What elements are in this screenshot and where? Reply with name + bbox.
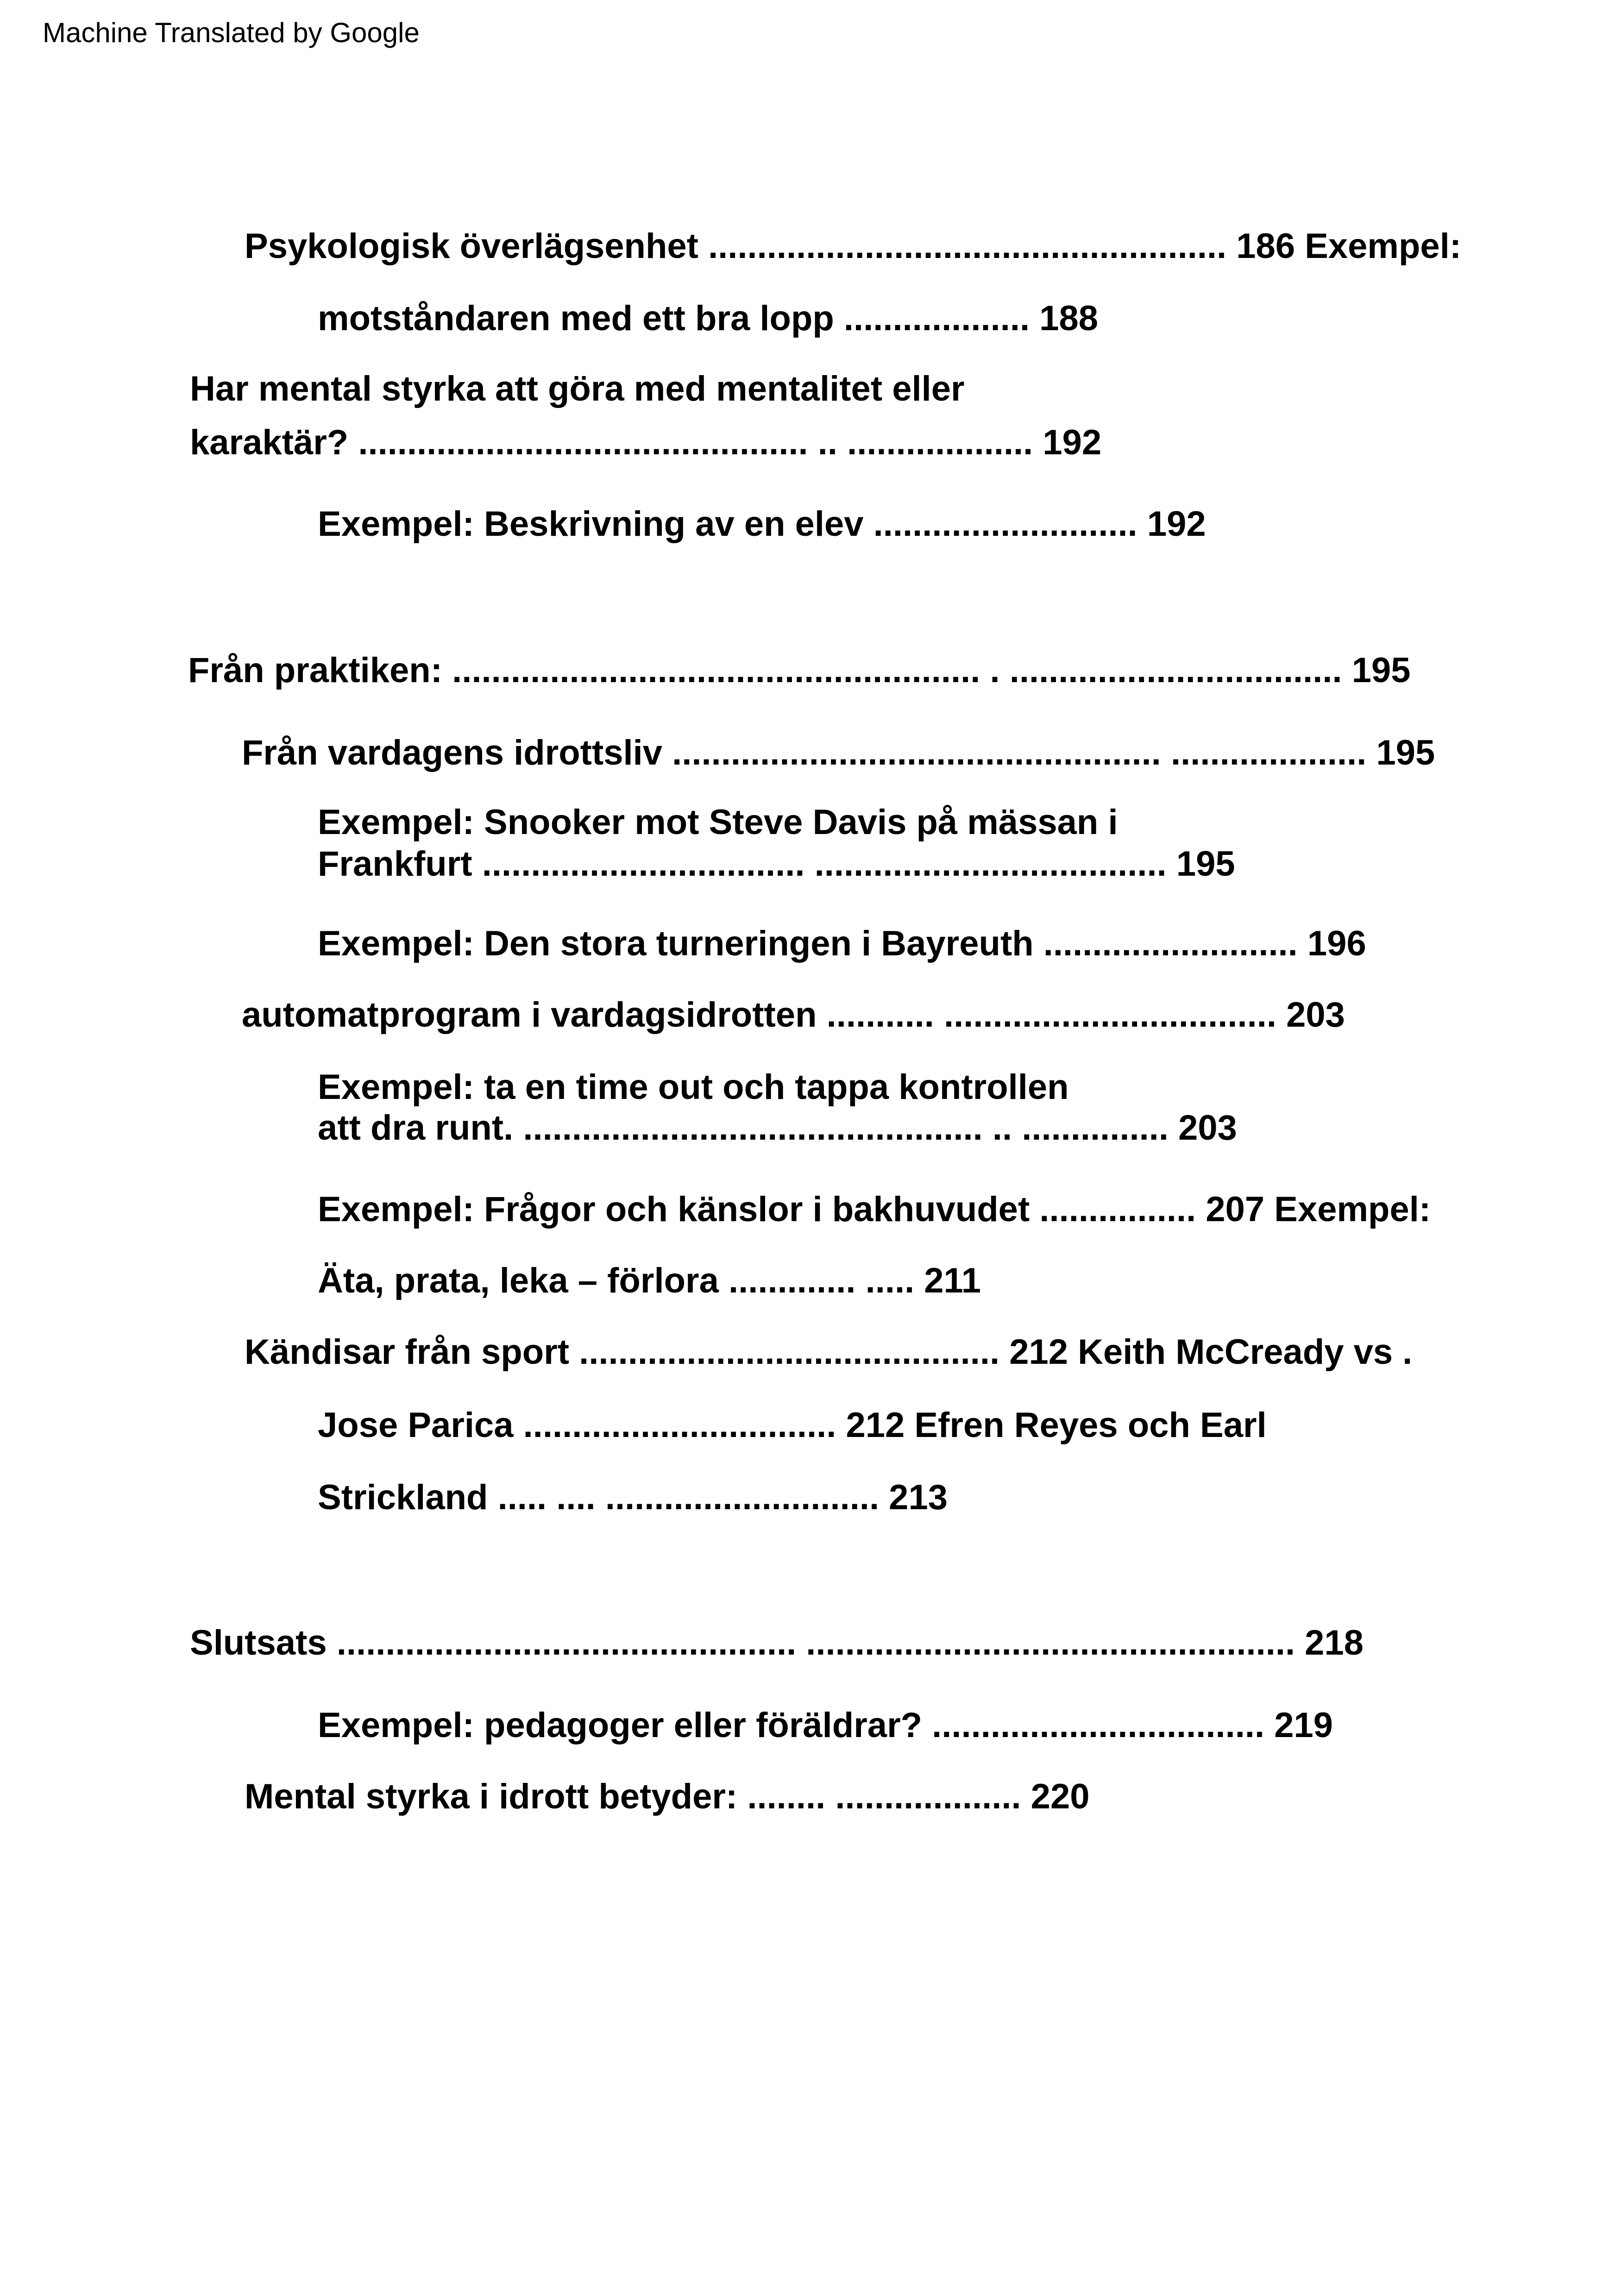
toc-entry: Frankfurt ................................. .................................... 195 xyxy=(318,844,1235,884)
toc-entry: Har mental styrka att göra med mentalitet eller xyxy=(190,369,965,408)
translation-note: Machine Translated by Google xyxy=(43,17,420,48)
toc-entry: Kändisar från sport ........................................... 212 Keith McCready vs . xyxy=(245,1332,1413,1372)
toc-entry: Psykologisk överlägsenhet ..................................................... 186 Exempel: xyxy=(245,226,1462,266)
toc-entry: Exempel: Snooker mot Steve Davis på mässan i xyxy=(318,803,1118,842)
toc-entry: Exempel: Beskrivning av en elev ........................... 192 xyxy=(318,504,1206,544)
toc-entry: motståndaren med ett bra lopp ................... 188 xyxy=(318,299,1099,338)
toc-entry: Exempel: Den stora turneringen i Bayreuth .......................... 196 xyxy=(318,924,1366,963)
toc-entry: Slutsats ............................................... .................................................. 218 xyxy=(190,1623,1363,1662)
toc-entry: att dra runt. ............................................... .. ............... 203 xyxy=(318,1108,1237,1148)
toc-entry: Exempel: ta en time out och tappa kontrollen xyxy=(318,1067,1069,1107)
toc-entry: Mental styrka i idrott betyder: ........ ................... 220 xyxy=(245,1777,1090,1816)
toc-entry: Från vardagens idrottsliv .................................................. .................... 195 xyxy=(242,733,1435,772)
toc-entry: Strickland ..... .... ............................ 213 xyxy=(318,1478,948,1517)
toc-entry: Jose Parica ................................ 212 Efren Reyes och Earl xyxy=(318,1405,1267,1445)
toc-entry: Äta, prata, leka – förlora ............. ..... 211 xyxy=(318,1261,981,1300)
toc-entry: Från praktiken: ...................................................... . .................................. 195 xyxy=(188,651,1411,690)
toc-entry: automatprogram i vardagsidrotten ........... .................................. 203 xyxy=(242,995,1345,1035)
toc-entry: Exempel: Frågor och känslor i bakhuvudet ................ 207 Exempel: xyxy=(318,1190,1431,1229)
toc-entry: Exempel: pedagoger eller föräldrar? .................................. 219 xyxy=(318,1706,1333,1745)
toc-entry: karaktär? .............................................. .. ................... 192 xyxy=(190,423,1102,462)
